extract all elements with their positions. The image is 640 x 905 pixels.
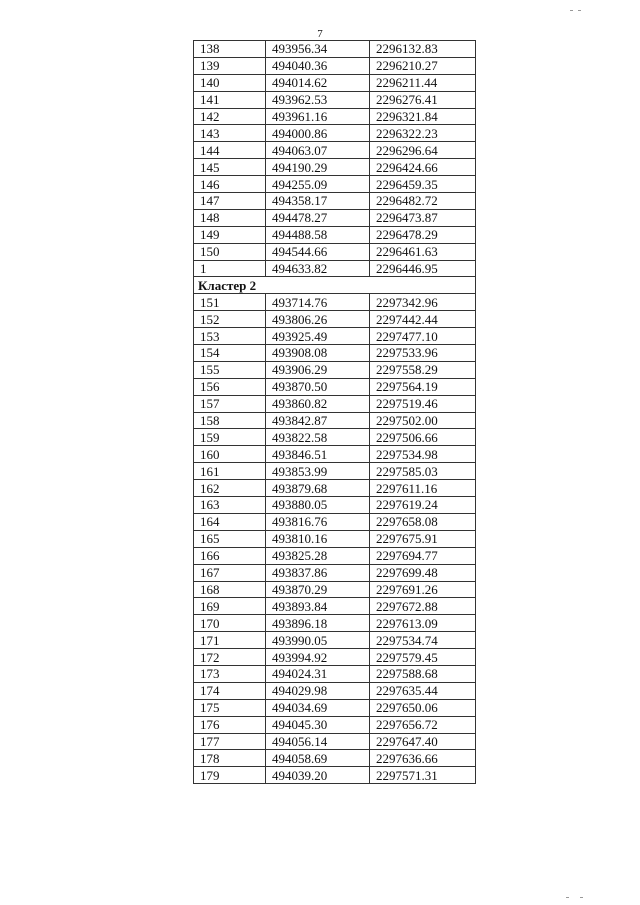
- table-row: [194, 294, 476, 311]
- point-number-cell: 153: [194, 328, 266, 345]
- table-row: [194, 91, 476, 108]
- page-number: 7: [317, 28, 323, 40]
- table-row: [194, 193, 476, 210]
- table-row: [194, 463, 476, 480]
- point-number-cell: 172: [194, 649, 266, 666]
- x-coordinate-cell: 494190.29: [266, 159, 370, 176]
- table-row: [194, 615, 476, 632]
- table-row: [194, 142, 476, 159]
- table-row: [194, 41, 476, 58]
- y-coordinate-cell: 2296296.64: [370, 142, 476, 159]
- y-coordinate-cell: 2297342.96: [370, 294, 476, 311]
- table-row: [194, 513, 476, 530]
- cluster-heading-row: [194, 277, 476, 294]
- point-number-cell: 170: [194, 615, 266, 632]
- x-coordinate-cell: 493714.76: [266, 294, 370, 311]
- point-number-cell: 140: [194, 74, 266, 91]
- table-row: [194, 108, 476, 125]
- y-coordinate-cell: 2297658.08: [370, 513, 476, 530]
- x-coordinate-cell: 493961.16: [266, 108, 370, 125]
- x-coordinate-cell: 493822.58: [266, 429, 370, 446]
- table-row: [194, 530, 476, 547]
- point-number-cell: 151: [194, 294, 266, 311]
- point-number-cell: 152: [194, 311, 266, 328]
- table-row: [194, 159, 476, 176]
- table-row: [194, 581, 476, 598]
- y-coordinate-cell: 2296461.63: [370, 243, 476, 260]
- point-number-cell: 142: [194, 108, 266, 125]
- point-number-cell: 162: [194, 480, 266, 497]
- x-coordinate-cell: 494478.27: [266, 209, 370, 226]
- x-coordinate-cell: 493879.68: [266, 480, 370, 497]
- point-number-cell: 168: [194, 581, 266, 598]
- x-coordinate-cell: 493908.08: [266, 345, 370, 362]
- point-number-cell: 169: [194, 598, 266, 615]
- point-number-cell: 161: [194, 463, 266, 480]
- point-number-cell: 146: [194, 176, 266, 193]
- y-coordinate-cell: 2296322.23: [370, 125, 476, 142]
- scan-mark: [578, 10, 581, 11]
- x-coordinate-cell: 493870.29: [266, 581, 370, 598]
- table-row: [194, 429, 476, 446]
- x-coordinate-cell: 494034.69: [266, 699, 370, 716]
- table-row: [194, 209, 476, 226]
- y-coordinate-cell: 2297502.00: [370, 412, 476, 429]
- point-number-cell: 150: [194, 243, 266, 260]
- point-number-cell: 141: [194, 91, 266, 108]
- point-number-cell: 145: [194, 159, 266, 176]
- x-coordinate-cell: 494633.82: [266, 260, 370, 277]
- point-number-cell: 147: [194, 193, 266, 210]
- y-coordinate-cell: 2297691.26: [370, 581, 476, 598]
- point-number-cell: 177: [194, 733, 266, 750]
- x-coordinate-cell: 493870.50: [266, 378, 370, 395]
- point-number-cell: 149: [194, 226, 266, 243]
- y-coordinate-cell: 2296424.66: [370, 159, 476, 176]
- point-number-cell: 175: [194, 699, 266, 716]
- point-number-cell: 174: [194, 682, 266, 699]
- point-number-cell: 148: [194, 209, 266, 226]
- y-coordinate-cell: 2297519.46: [370, 395, 476, 412]
- y-coordinate-cell: 2296482.72: [370, 193, 476, 210]
- x-coordinate-cell: 494358.17: [266, 193, 370, 210]
- x-coordinate-cell: 494029.98: [266, 682, 370, 699]
- table-row: [194, 750, 476, 767]
- x-coordinate-cell: 493837.86: [266, 564, 370, 581]
- table-row: [194, 395, 476, 412]
- x-coordinate-cell: 493956.34: [266, 41, 370, 58]
- x-coordinate-cell: 494058.69: [266, 750, 370, 767]
- coordinates-table-body: [194, 41, 476, 784]
- table-row: [194, 378, 476, 395]
- table-row: [194, 176, 476, 193]
- x-coordinate-cell: 494255.09: [266, 176, 370, 193]
- y-coordinate-cell: 2297534.74: [370, 632, 476, 649]
- table-row: [194, 716, 476, 733]
- point-number-cell: 164: [194, 513, 266, 530]
- y-coordinate-cell: 2297564.19: [370, 378, 476, 395]
- table-row: [194, 446, 476, 463]
- point-number-cell: 138: [194, 41, 266, 58]
- point-number-cell: 176: [194, 716, 266, 733]
- x-coordinate-cell: 493806.26: [266, 311, 370, 328]
- table-row: [194, 412, 476, 429]
- table-row: [194, 547, 476, 564]
- table-row: [194, 665, 476, 682]
- table-row: [194, 243, 476, 260]
- y-coordinate-cell: 2297534.98: [370, 446, 476, 463]
- x-coordinate-cell: 493816.76: [266, 513, 370, 530]
- y-coordinate-cell: 2297506.66: [370, 429, 476, 446]
- x-coordinate-cell: 494039.20: [266, 767, 370, 784]
- coordinates-table: [193, 40, 476, 784]
- x-coordinate-cell: 493893.84: [266, 598, 370, 615]
- x-coordinate-cell: 493846.51: [266, 446, 370, 463]
- y-coordinate-cell: 2297619.24: [370, 497, 476, 514]
- table-row: [194, 649, 476, 666]
- x-coordinate-cell: 493810.16: [266, 530, 370, 547]
- y-coordinate-cell: 2296473.87: [370, 209, 476, 226]
- y-coordinate-cell: 2297636.66: [370, 750, 476, 767]
- y-coordinate-cell: 2296132.83: [370, 41, 476, 58]
- y-coordinate-cell: 2296276.41: [370, 91, 476, 108]
- point-number-cell: 159: [194, 429, 266, 446]
- point-number-cell: 173: [194, 665, 266, 682]
- y-coordinate-cell: 2297613.09: [370, 615, 476, 632]
- table-row: [194, 345, 476, 362]
- x-coordinate-cell: 493896.18: [266, 615, 370, 632]
- y-coordinate-cell: 2296210.27: [370, 57, 476, 74]
- y-coordinate-cell: 2297675.91: [370, 530, 476, 547]
- table-row: [194, 497, 476, 514]
- y-coordinate-cell: 2297588.68: [370, 665, 476, 682]
- scan-mark: [580, 897, 583, 898]
- y-coordinate-cell: 2296478.29: [370, 226, 476, 243]
- cluster-heading: Кластер 2: [194, 277, 476, 294]
- table-row: [194, 57, 476, 74]
- point-number-cell: 139: [194, 57, 266, 74]
- point-number-cell: 165: [194, 530, 266, 547]
- x-coordinate-cell: 493925.49: [266, 328, 370, 345]
- x-coordinate-cell: 494045.30: [266, 716, 370, 733]
- y-coordinate-cell: 2296211.44: [370, 74, 476, 91]
- scan-mark: [566, 897, 569, 898]
- y-coordinate-cell: 2297477.10: [370, 328, 476, 345]
- point-number-cell: 166: [194, 547, 266, 564]
- y-coordinate-cell: 2297558.29: [370, 361, 476, 378]
- x-coordinate-cell: 493825.28: [266, 547, 370, 564]
- y-coordinate-cell: 2296459.35: [370, 176, 476, 193]
- x-coordinate-cell: 493842.87: [266, 412, 370, 429]
- y-coordinate-cell: 2297579.45: [370, 649, 476, 666]
- y-coordinate-cell: 2296321.84: [370, 108, 476, 125]
- point-number-cell: 158: [194, 412, 266, 429]
- table-row: [194, 260, 476, 277]
- x-coordinate-cell: 494000.86: [266, 125, 370, 142]
- point-number-cell: 160: [194, 446, 266, 463]
- y-coordinate-cell: 2296446.95: [370, 260, 476, 277]
- x-coordinate-cell: 493906.29: [266, 361, 370, 378]
- x-coordinate-cell: 493880.05: [266, 497, 370, 514]
- table-row: [194, 328, 476, 345]
- table-row: [194, 74, 476, 91]
- x-coordinate-cell: 493990.05: [266, 632, 370, 649]
- y-coordinate-cell: 2297650.06: [370, 699, 476, 716]
- point-number-cell: 171: [194, 632, 266, 649]
- table-row: [194, 699, 476, 716]
- point-number-cell: 163: [194, 497, 266, 514]
- x-coordinate-cell: 493994.92: [266, 649, 370, 666]
- y-coordinate-cell: 2297656.72: [370, 716, 476, 733]
- point-number-cell: 1: [194, 260, 266, 277]
- y-coordinate-cell: 2297585.03: [370, 463, 476, 480]
- y-coordinate-cell: 2297571.31: [370, 767, 476, 784]
- x-coordinate-cell: 494488.58: [266, 226, 370, 243]
- point-number-cell: 144: [194, 142, 266, 159]
- x-coordinate-cell: 494544.66: [266, 243, 370, 260]
- x-coordinate-cell: 494024.31: [266, 665, 370, 682]
- x-coordinate-cell: 494063.07: [266, 142, 370, 159]
- table-row: [194, 125, 476, 142]
- x-coordinate-cell: 494056.14: [266, 733, 370, 750]
- table-row: [194, 767, 476, 784]
- y-coordinate-cell: 2297672.88: [370, 598, 476, 615]
- x-coordinate-cell: 493860.82: [266, 395, 370, 412]
- y-coordinate-cell: 2297694.77: [370, 547, 476, 564]
- point-number-cell: 156: [194, 378, 266, 395]
- x-coordinate-cell: 493962.53: [266, 91, 370, 108]
- y-coordinate-cell: 2297635.44: [370, 682, 476, 699]
- x-coordinate-cell: 494014.62: [266, 74, 370, 91]
- point-number-cell: 154: [194, 345, 266, 362]
- y-coordinate-cell: 2297533.96: [370, 345, 476, 362]
- y-coordinate-cell: 2297699.48: [370, 564, 476, 581]
- table-row: [194, 632, 476, 649]
- table-row: [194, 564, 476, 581]
- table-row: [194, 311, 476, 328]
- table-row: [194, 480, 476, 497]
- table-row: [194, 733, 476, 750]
- table-row: [194, 361, 476, 378]
- scan-mark: [570, 10, 573, 11]
- point-number-cell: 155: [194, 361, 266, 378]
- table-row: [194, 598, 476, 615]
- x-coordinate-cell: 494040.36: [266, 57, 370, 74]
- table-row: [194, 226, 476, 243]
- point-number-cell: 157: [194, 395, 266, 412]
- point-number-cell: 167: [194, 564, 266, 581]
- point-number-cell: 178: [194, 750, 266, 767]
- y-coordinate-cell: 2297611.16: [370, 480, 476, 497]
- table-row: [194, 682, 476, 699]
- point-number-cell: 179: [194, 767, 266, 784]
- x-coordinate-cell: 493853.99: [266, 463, 370, 480]
- y-coordinate-cell: 2297442.44: [370, 311, 476, 328]
- y-coordinate-cell: 2297647.40: [370, 733, 476, 750]
- point-number-cell: 143: [194, 125, 266, 142]
